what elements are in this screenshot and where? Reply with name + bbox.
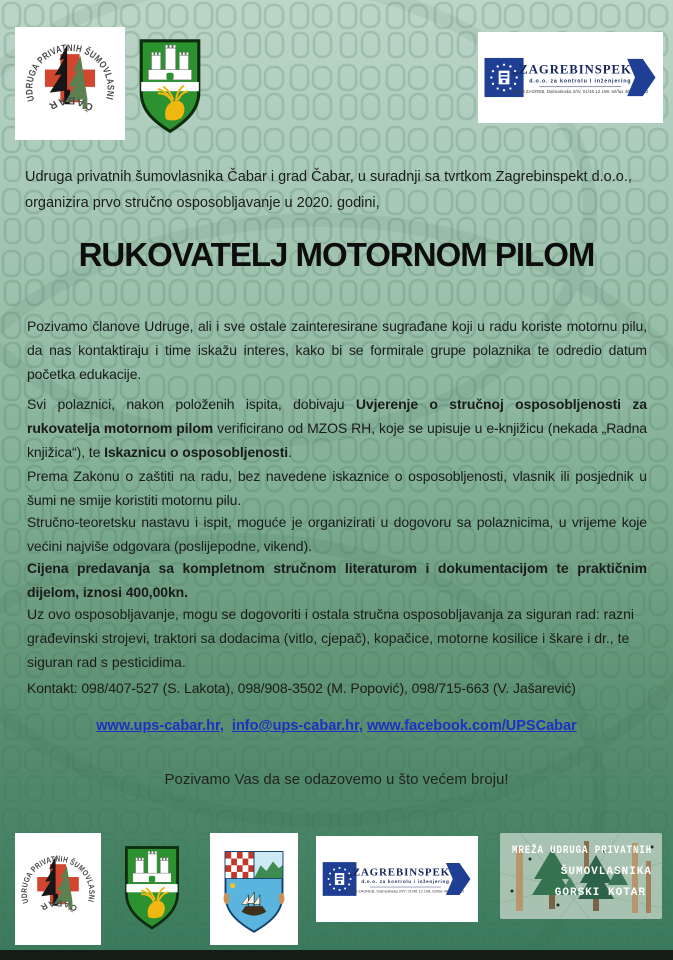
p2-seg1: Svi polaznici, nakon položenih ispita, dobivaju [27, 396, 356, 412]
link-separator: , [219, 718, 224, 734]
pgz-county-arms-icon [216, 839, 292, 939]
paragraph-schedule: Stručno-teoretsku nastavu i ispit, moguće je organizirati u dogovoru sa polaznicima, u vrijeme koje većini najviše odgovara (poslijepodne, vikend). [27, 514, 647, 554]
logo-zagrebinspekt-bottom [316, 836, 478, 922]
bottom-dark-bar [0, 950, 673, 960]
logo-ups-cabar-bottom [15, 833, 101, 945]
website-link[interactable]: www.ups-cabar.hr [96, 718, 220, 734]
logo-cabar-coat-of-arms-top [134, 30, 206, 136]
logo-ups-cabar-top [15, 27, 125, 140]
zagrebinspekt-logo-icon [321, 860, 473, 898]
paragraph-law: Prema Zakonu o zaštiti na radu, bez navedene iskaznice o osposobljenosti, vlasnik ili posjednik u šumi ne smije koristiti motornu pilu. [27, 468, 647, 508]
p2-bold2: Iskaznicu o osposobljenosti [104, 444, 289, 460]
paragraph-certificate [27, 392, 647, 464]
p2-bold1: Uvjerenje o stručnoj osposobljenosti za rukovatelja motornom pilom [27, 396, 647, 436]
ups-cabar-logo-icon [18, 837, 98, 941]
link-separator: , [358, 718, 363, 734]
paragraph-price: Cijena predavanja sa kompletnom stručnom literaturom i dokumentacijom te praktičnim dijelom, iznosi 400,00kn. [27, 560, 647, 600]
logo-zagrebinspekt-top [478, 32, 663, 123]
email-link[interactable]: info@ups-cabar.hr [231, 718, 359, 734]
logo-mreza-gorski-kotar [500, 833, 662, 919]
ups-cabar-logo-icon [19, 31, 121, 137]
logo-cabar-coat-of-arms-bottom [120, 836, 184, 934]
zagrebinspekt-logo-icon [482, 56, 659, 99]
facebook-link[interactable]: www.facebook.com/UPSCabar [366, 718, 577, 734]
p2-seg2: verificirano od MZOS RH, koje se upisuje u e-knjižicu (nekada „Radna knjižica“), te [27, 420, 647, 460]
contact-line: Kontakt: 098/407-527 (S. Lakota), 098/908-3502 (M. Popović), 098/715-663 (V. Jašarević) [27, 680, 576, 696]
paragraph-other-trainings: Uz ovo osposobljavanje, mogu se dogovoriti i ostala stručna osposobljavanja za siguran rad: razni građevinski strojevi, traktori sa dodacima (vitlo, cjepač), kopačice, motorne kosilice i škare i dr., te siguran rad s pesticidima. [27, 606, 635, 670]
paragraph-invitation: Pozivamo članove Udruge, ali i sve ostale zainteresirane sugrađane koji u radu koriste motornu pilu, da nas kontaktiraju i time iskažu interes, kako bi se formirale grupe polaznika te odredio datum početka edukacije. [27, 318, 647, 382]
p2-seg3: . [288, 444, 292, 460]
closing-invitation: Pozivamo Vas da se odazovemo u što većem broju! [164, 771, 509, 788]
logo-pgz-county-arms [210, 833, 298, 945]
page-title: RUKOVATELJ MOTORNOM PILOM [78, 236, 595, 273]
intro-text: Udruga privatnih šumovlasnika Čabar i grad Čabar, u suradnji sa tvrtkom Zagrebinspekt d.o.o., organizira prvo stručno osposobljavanje u 2020. godini, [25, 169, 632, 211]
links-row [0, 718, 673, 734]
